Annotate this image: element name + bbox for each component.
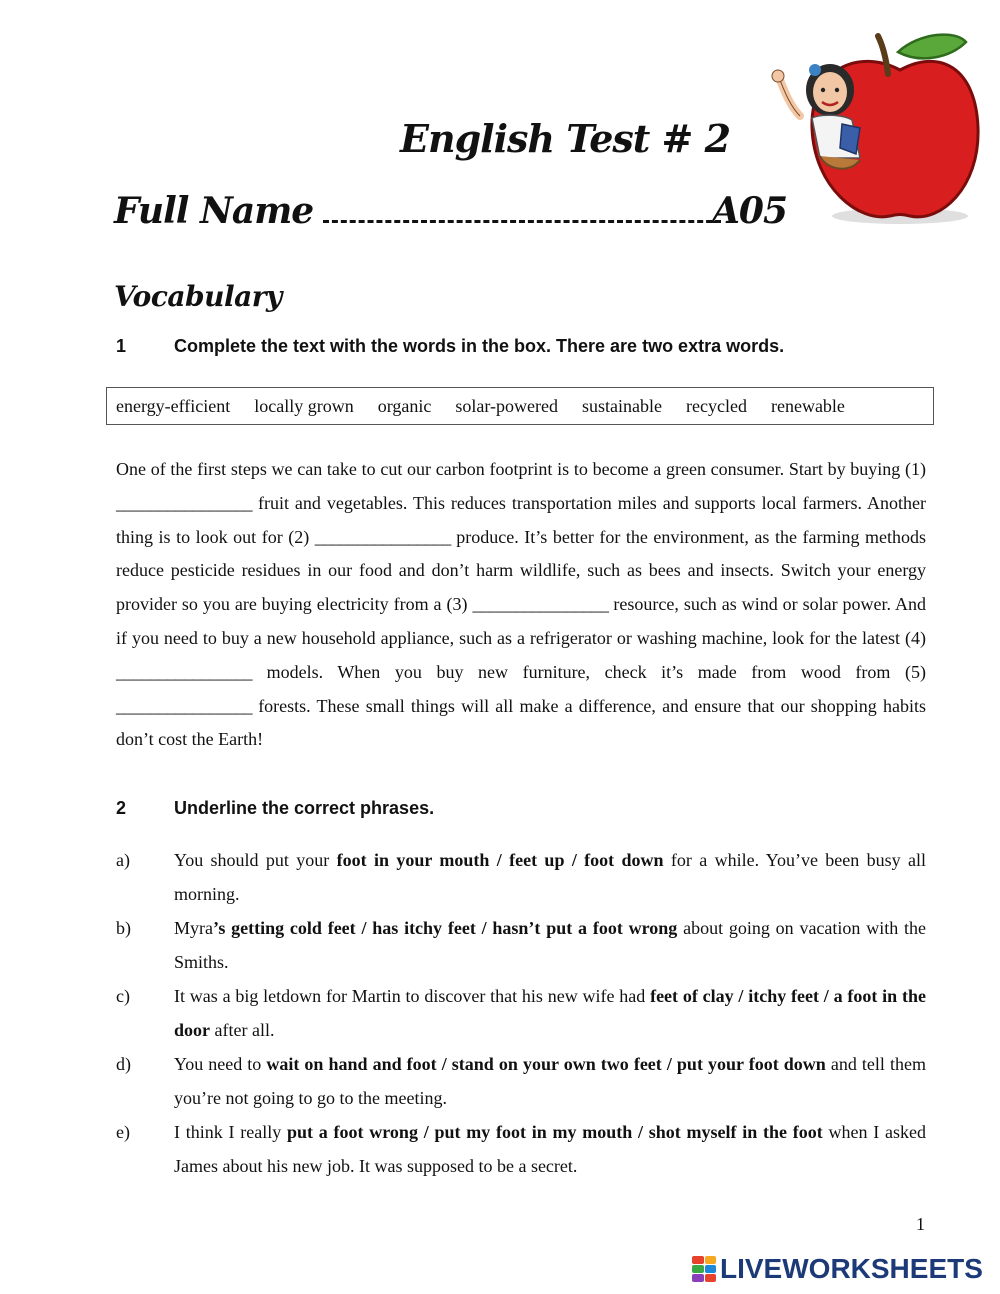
exercise-2-items xyxy=(116,843,926,1183)
answer-blank-4[interactable]: ________________ xyxy=(116,661,252,682)
item-pre: You should put your xyxy=(174,850,337,870)
answer-blank-3[interactable]: ________________ xyxy=(472,594,609,615)
exercise-2-heading xyxy=(116,798,434,819)
item-post: about going on vacation with the Smiths. xyxy=(174,918,926,972)
exercise-1-number: 1 xyxy=(116,336,127,356)
list-item xyxy=(116,1115,926,1183)
liveworksheets-logo[interactable] xyxy=(692,1254,983,1284)
paragraph-text: fruit and vegetables. This reduces transportation miles and supports local farmers. Another thing is to look out for (2) xyxy=(116,492,926,547)
item-text xyxy=(174,1047,926,1115)
item-text xyxy=(174,1115,926,1183)
class-code: A05 xyxy=(712,190,788,232)
exercise-1-heading xyxy=(116,336,784,357)
exercise-2-instruction: Underline the correct phrases. xyxy=(174,798,435,818)
liveworksheets-icon xyxy=(692,1256,716,1282)
item-options[interactable]: put a foot wrong / put my foot in my mouth / shot myself in the foot xyxy=(287,1122,823,1142)
item-options[interactable]: wait on hand and foot / stand on your own two feet / put your foot down xyxy=(266,1054,826,1074)
item-letter: e) xyxy=(116,1122,130,1142)
item-post: and tell them you’re not going to go to the meeting. xyxy=(174,1054,926,1108)
word-box-item: renewable xyxy=(770,395,845,416)
item-post: when I asked James about his new job. It was supposed to be a secret. xyxy=(174,1122,927,1176)
item-text xyxy=(174,979,926,1047)
paragraph-text: One of the first steps we can take to cut our carbon footprint is to become a green consumer. Start by buying (1) xyxy=(116,459,926,479)
item-text xyxy=(174,843,926,911)
exercise-2-number: 2 xyxy=(116,798,127,818)
exercise-1-instruction: Complete the text with the words in the box. There are two extra words. xyxy=(174,336,785,356)
word-box-item: energy-efficient xyxy=(116,395,231,416)
item-text xyxy=(174,911,926,979)
paragraph-text: produce. It’s better for the environment, as the farming methods reduce pesticide residues in our food and don’t harm wildlife, such as bees and insects. Switch your energy provider so you are buying electricity from a (3) xyxy=(116,526,926,615)
word-box xyxy=(106,387,934,425)
list-item xyxy=(116,911,926,979)
item-letter: a) xyxy=(116,850,130,870)
section-title: Vocabulary xyxy=(114,280,282,313)
item-options[interactable]: foot in your mouth / feet up / foot down xyxy=(336,850,664,870)
paragraph-text: resource, such as wind or solar power. And if you need to buy a new household appliance, such as a refrigerator or washing machine, look for the latest (4) xyxy=(116,594,926,648)
word-box-item: recycled xyxy=(686,395,747,416)
word-box-item: solar-powered xyxy=(455,395,559,416)
item-post: for a while. You’ve been busy all morning. xyxy=(174,850,927,904)
full-name-label: Full Name xyxy=(114,190,314,232)
answer-blank-2[interactable]: ________________ xyxy=(314,526,451,547)
item-pre: It was a big letdown for Martin to discover that his new wife had xyxy=(174,986,651,1006)
answer-blank-5[interactable]: ________________ xyxy=(116,695,252,716)
test-title: English Test # 2 xyxy=(400,116,731,161)
item-options[interactable]: feet of clay / itchy feet / a foot in the door xyxy=(174,986,926,1040)
full-name-row xyxy=(114,190,721,238)
list-item xyxy=(116,979,926,1047)
word-box-item: organic xyxy=(377,395,432,416)
liveworksheets-brand: LIVEWORKSHEETS xyxy=(720,1253,983,1284)
item-post: after all. xyxy=(210,1020,275,1040)
full-name-blank[interactable] xyxy=(323,219,721,223)
item-letter: c) xyxy=(116,986,130,1006)
exercise-1-paragraph xyxy=(116,453,926,757)
paragraph-text: models. When you buy new furniture, check it’s made from wood from (5) xyxy=(252,661,926,682)
item-pre: You need to xyxy=(174,1054,267,1074)
item-letter: d) xyxy=(116,1054,131,1074)
list-item xyxy=(116,843,926,911)
list-item xyxy=(116,1047,926,1115)
page-number: 1 xyxy=(916,1214,925,1234)
apple-teacher-illustration xyxy=(760,28,990,228)
paragraph-text: forests. These small things will all make a difference, and ensure that our shopping habits don’t cost the Earth! xyxy=(116,695,926,750)
item-pre: Myra xyxy=(174,918,213,938)
item-options[interactable]: ’s getting cold feet / has itchy feet / hasn’t put a foot wrong xyxy=(213,918,678,938)
item-pre: I think I really xyxy=(174,1122,287,1142)
word-box-item: locally grown xyxy=(254,395,354,416)
item-letter: b) xyxy=(116,918,131,938)
answer-blank-1[interactable]: ________________ xyxy=(116,492,252,513)
word-box-item: sustainable xyxy=(582,395,663,416)
